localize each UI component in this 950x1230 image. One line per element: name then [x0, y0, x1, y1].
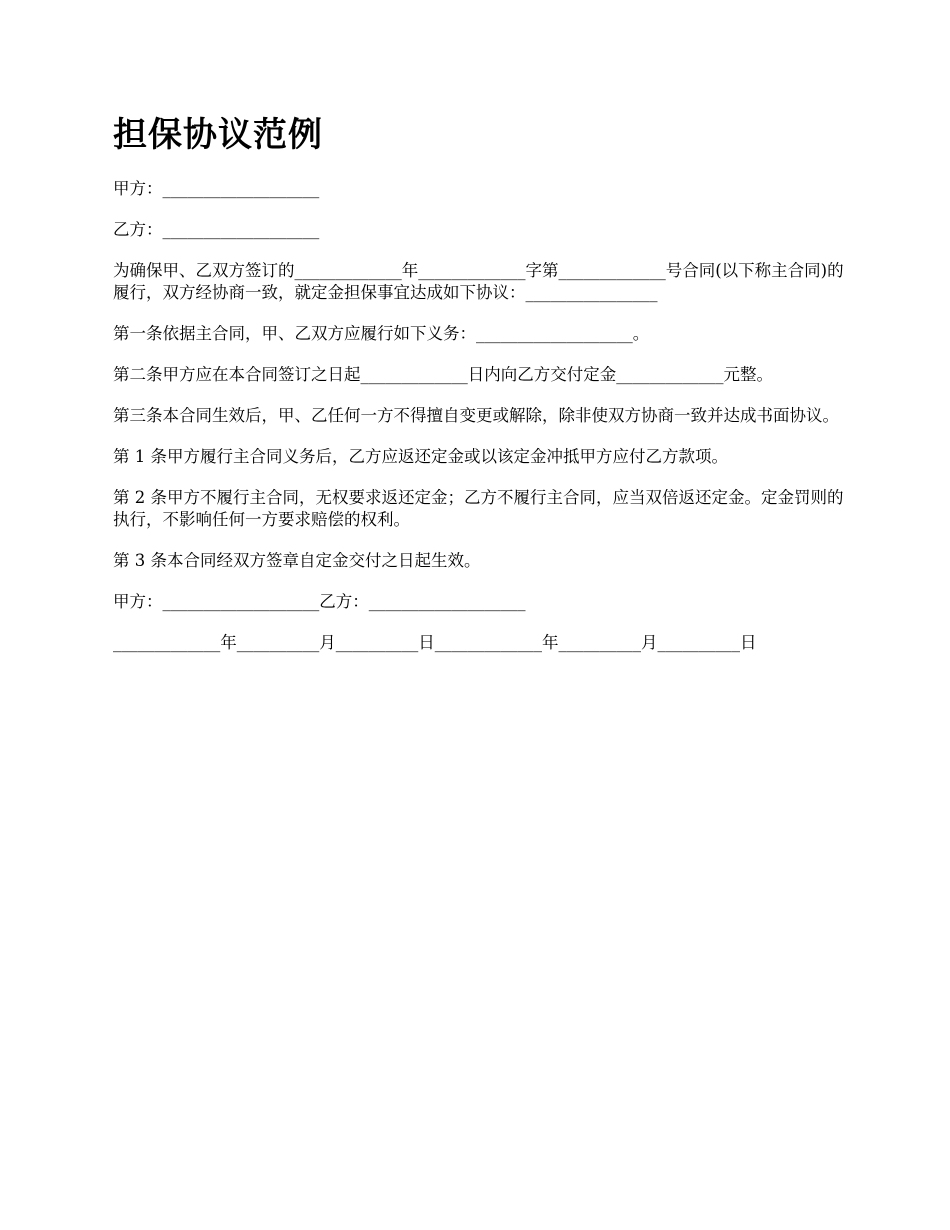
clause-3-paragraph: 第 3 条本合同经双方签章自定金交付之日起生效。 [113, 551, 481, 570]
signature-line: 甲方：___________________乙方：___________________ [113, 592, 526, 611]
preamble-paragraph: 为确保甲、乙双方签订的_____________年_____________字第_____________号合同(以下称主合同)的履行，双方经协商一致，就定金担保事宜达成如下协议：________________ [113, 261, 844, 302]
article-1-paragraph: 第一条依据主合同，甲、乙双方应履行如下义务：___________________。 [113, 324, 650, 343]
date-line: _____________年__________月__________日_____________年__________月__________日 [113, 633, 757, 652]
document-title: 担保协议范例 [113, 115, 323, 155]
clause-2-paragraph: 第 2 条甲方不履行主合同，无权要求返还定金；乙方不履行主合同，应当双倍返还定金。定金罚则的执行，不影响任何一方要求赔偿的权利。 [113, 488, 844, 529]
document-page [113, 112, 853, 673]
party-a-line: 甲方：___________________ [113, 179, 320, 198]
article-3-paragraph: 第三条本合同生效后，甲、乙任何一方不得擅自变更或解除，除非使双方协商一致并达成书面协议。 [113, 406, 839, 425]
party-b-line: 乙方：___________________ [113, 220, 320, 239]
clause-1-paragraph: 第 1 条甲方履行主合同义务后，乙方应返还定金或以该定金冲抵甲方应付乙方款项。 [113, 447, 728, 466]
article-2-paragraph: 第二条甲方应在本合同签订之日起_____________日内向乙方交付定金_____________元整。 [113, 365, 773, 384]
